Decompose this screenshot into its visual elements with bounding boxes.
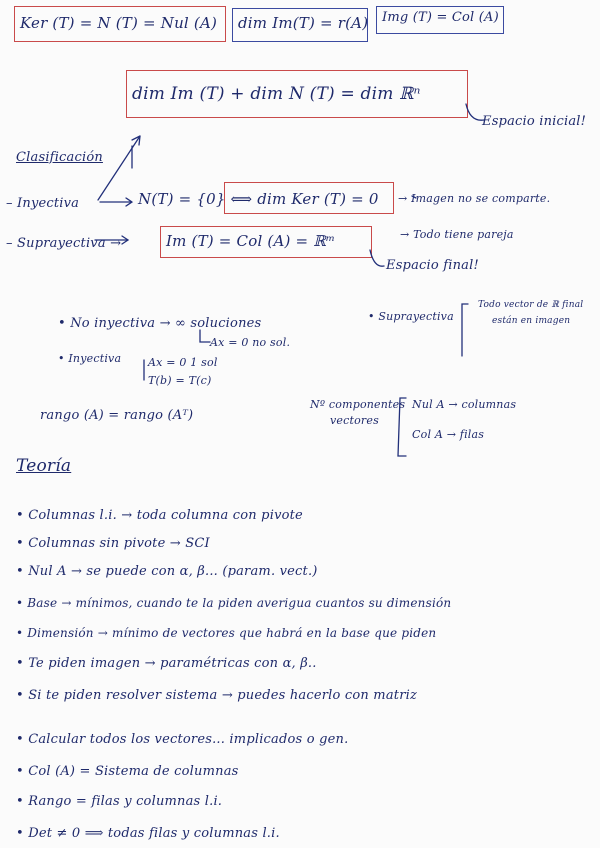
inyectiva-label: – Inyectiva	[6, 196, 80, 211]
teoria-item-9: • Col (A) = Sistema de columnas	[16, 764, 239, 779]
teoria-item-11: • Det ≠ 0 ⟹ todas filas y columnas l.i.	[16, 826, 280, 841]
suprayectiva-expression: Im (T) = Col (A) = ℝᵐ	[166, 232, 336, 250]
arrow-espacio-inicial	[466, 104, 484, 120]
espacio-inicial-note: Espacio inicial!	[482, 114, 587, 129]
arrow-inyectiva-to-formula	[98, 136, 140, 200]
ncomp-label-2: vectores	[330, 414, 379, 427]
inyectiva-note: → Imagen no se comparte.	[398, 192, 551, 205]
dim-im-equation: dim Im(T) = r(A)	[238, 14, 369, 32]
img-equation: Img (T) = Col (A)	[382, 10, 499, 25]
ncomp-label-1: Nº componentes	[310, 398, 406, 411]
ncomp-bracket	[398, 398, 406, 456]
teoria-item-8: • Calcular todos los vectores... implicados o gen.	[16, 732, 349, 747]
no-inyectiva-sub: Ax = 0 no sol.	[210, 336, 291, 349]
teoria-item-7: • Si te piden resolver sistema → puedes hacerlo con matriz	[16, 688, 418, 703]
suprayectiva-note-2: están en imagen	[492, 316, 571, 326]
espacio-final-note: Espacio final!	[386, 258, 479, 273]
rango-equality: rango (A) = rango (Aᵀ)	[40, 408, 194, 423]
teoria-item-5: • Dimensión → mínimo de vectores que habrá en la base que piden	[16, 626, 437, 640]
teoria-item-10: • Rango = filas y columnas l.i.	[16, 794, 223, 809]
teoria-item-4: • Base → mínimos, cuando te la piden averigua cuantos su dimensión	[16, 596, 452, 610]
suprayectiva-label: – Suprayectiva →	[6, 236, 122, 251]
teoria-item-6: • Te piden imagen → paramétricas con α, β..	[16, 656, 317, 671]
suprayectiva-bullet: • Suprayectiva	[368, 310, 454, 323]
suprayectiva-note-1: Todo vector de ℝ final	[478, 300, 584, 310]
inyectiva-expression: N(T) = {0} ⟺ dim Ker (T) = 0	[138, 190, 379, 208]
rank-formula: dim Im (T) + dim N (T) = dim ℝⁿ	[132, 84, 421, 104]
inyectiva-sub-1: Ax = 0 1 sol	[148, 356, 218, 369]
inyectiva-note: • Inyectiva	[58, 352, 122, 365]
suprayectiva-note: → Todo tiene pareja	[400, 228, 514, 241]
no-inyectiva-note: • No inyectiva → ∞ soluciones	[58, 316, 262, 331]
col-filas: Col A → filas	[412, 428, 485, 441]
nul-columnas: Nul A → columnas	[412, 398, 517, 411]
teoria-item-2: • Columnas sin pivote → SCI	[16, 536, 210, 551]
teoria-item-3: • Nul A → se puede con α, β... (param. vect.)	[16, 564, 318, 579]
suprayectiva-bracket	[462, 304, 468, 356]
teoria-item-1: • Columnas l.i. → toda columna con pivote	[16, 508, 303, 523]
arrow-espacio-final	[370, 250, 384, 266]
teoria-title: Teoría	[16, 456, 72, 476]
ker-equation: Ker (T) = N (T) = Nul (A)	[20, 14, 218, 32]
inyectiva-sub-2: T(b) = T(c)	[148, 374, 212, 387]
clasificacion-title: Clasificación	[16, 150, 103, 165]
